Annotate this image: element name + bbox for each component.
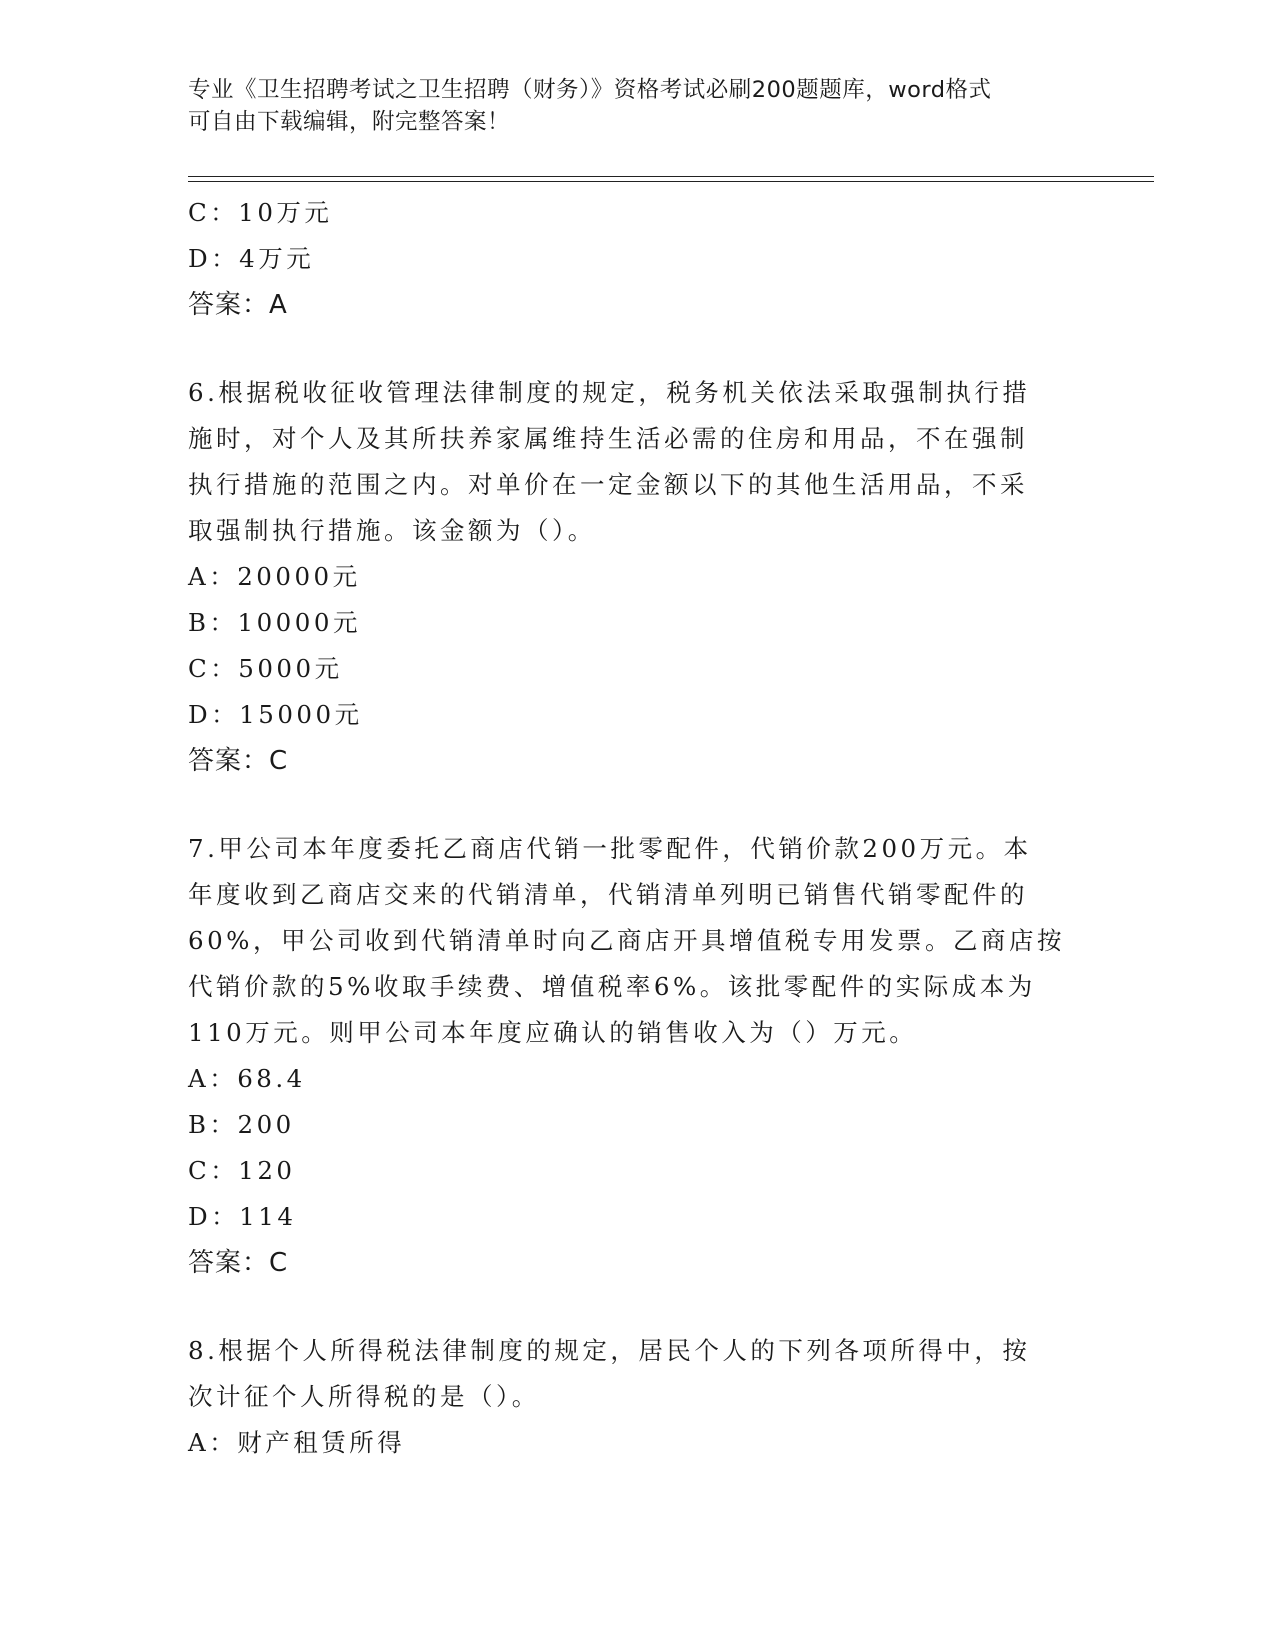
question-text-line: 次计征个人所得税的是（）。: [188, 1382, 540, 1411]
question-8: [188, 1328, 1088, 1466]
spacer: [188, 328, 1088, 370]
option-d: D：4万元: [188, 244, 315, 273]
header-divider-top: [188, 176, 1154, 177]
page-header: [188, 74, 1068, 138]
option-c: C：10万元: [188, 198, 333, 227]
option-c: C：120: [188, 1156, 296, 1185]
spacer: [188, 784, 1088, 826]
option-b: B：200: [188, 1110, 295, 1139]
header-divider-bottom: [188, 181, 1154, 182]
option-a: A：68.4: [188, 1064, 306, 1093]
question-text-line: 施时，对个人及其所扶养家属维持生活必需的住房和用品，不在强制: [188, 424, 1028, 453]
question-text-line: 60%，甲公司收到代销清单时向乙商店开具增值税专用发票。乙商店按: [188, 926, 1065, 955]
question-text-line: 执行措施的范围之内。对单价在一定金额以下的其他生活用品，不采: [188, 470, 1028, 499]
question-5: [188, 190, 1088, 328]
option-d: D：15000元: [188, 700, 363, 729]
question-text-line: 代销价款的5%收取手续费、增值税率6%。该批零配件的实际成本为: [188, 972, 1036, 1001]
option-c: C：5000元: [188, 654, 343, 683]
option-a: A：20000元: [188, 562, 361, 591]
option-a: A：财产租赁所得: [188, 1428, 406, 1457]
option-b: B：10000元: [188, 608, 361, 637]
header-title-line-1: 专业《卫生招聘考试之卫生招聘（财务）》资格考试必刷200题题库，word格式: [188, 77, 992, 103]
document-body: [188, 190, 1088, 1466]
question-6: [188, 370, 1088, 784]
question-text-line: 取强制执行措施。该金额为（）。: [188, 516, 596, 545]
header-title-line-2: 可自由下载编辑，附完整答案！: [188, 109, 511, 135]
question-text-line: 110万元。则甲公司本年度应确认的销售收入为（）万元。: [188, 1018, 918, 1047]
question-7: [188, 826, 1088, 1286]
option-d: D：114: [188, 1202, 297, 1231]
question-text-line: 年度收到乙商店交来的代销清单，代销清单列明已销售代销零配件的: [188, 880, 1028, 909]
question-text-line: 8.根据个人所得税法律制度的规定，居民个人的下列各项所得中，按: [188, 1336, 1031, 1365]
answer-line: 答案：C: [188, 746, 289, 776]
answer-line: 答案：C: [188, 1248, 289, 1278]
spacer: [188, 1286, 1088, 1328]
question-text-line: 7.甲公司本年度委托乙商店代销一批零配件，代销价款200万元。本: [188, 834, 1032, 863]
answer-line: 答案：A: [188, 290, 288, 320]
question-text-line: 6.根据税收征收管理法律制度的规定，税务机关依法采取强制执行措: [188, 378, 1031, 407]
